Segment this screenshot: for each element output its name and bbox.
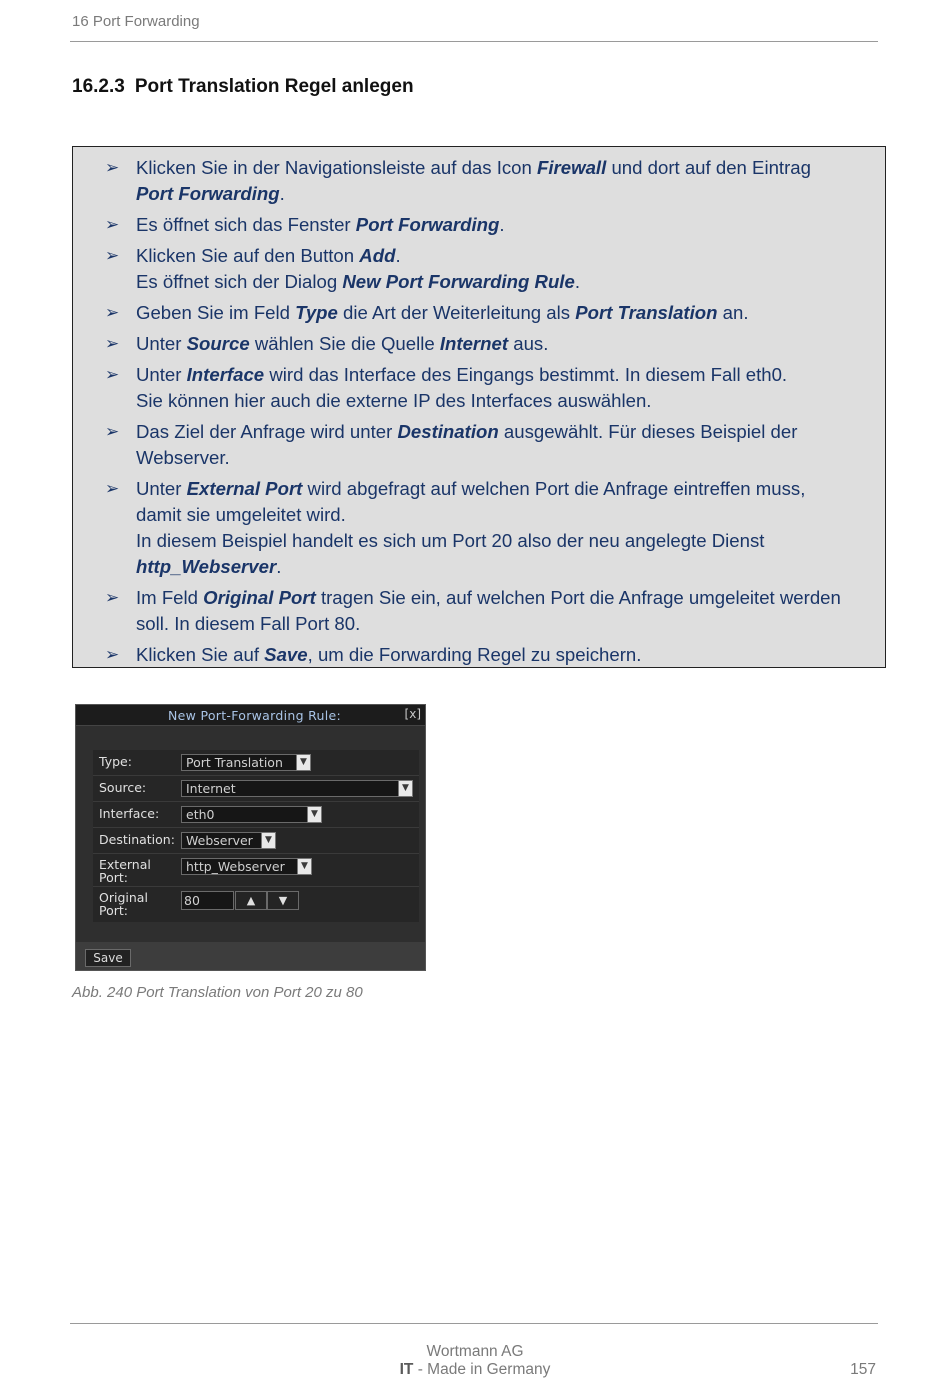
dialog-title: New Port-Forwarding Rule:	[168, 708, 342, 723]
arrow-bullet-icon: ➢	[105, 645, 120, 664]
interface-value: eth0	[186, 807, 215, 822]
external-port-select[interactable]	[181, 858, 312, 875]
increment-icon[interactable]: ▲	[235, 891, 267, 910]
source-dropdown-icon[interactable]: ▼	[398, 780, 413, 797]
arrow-bullet-icon: ➢	[105, 588, 120, 607]
arrow-bullet-icon: ➢	[105, 246, 120, 265]
source-select[interactable]	[181, 780, 413, 797]
dialog-titlebar	[76, 705, 425, 726]
header-rule	[70, 41, 878, 42]
original-port-row	[93, 886, 419, 922]
running-header: 16 Port Forwarding	[72, 13, 200, 30]
instruction-step: ➢ Unter External Port wird abgefragt auf welchen Port die Anfrage eintreffen muss, damit sie umgeleitet wird. In diesem Beispiel handelt es sich um Port 20 also der neu angelegte Dienst http_Webserver.	[105, 478, 806, 577]
interface-select[interactable]	[181, 806, 322, 823]
section-number: 16.2.3	[72, 76, 125, 97]
arrow-bullet-icon: ➢	[105, 158, 120, 177]
footer-tagline	[0, 1361, 950, 1379]
type-row	[93, 750, 419, 776]
arrow-bullet-icon: ➢	[105, 303, 120, 322]
arrow-bullet-icon: ➢	[105, 479, 120, 498]
section-title-text: Port Translation Regel anlegen	[134, 76, 414, 97]
page-number: 157	[850, 1361, 876, 1378]
destination-row	[93, 827, 419, 854]
instruction-step: ➢ Unter Interface wird das Interface des Eingangs bestimmt. In diesem Fall eth0. Sie können hier auch die externe IP des Interfaces auswählen.	[105, 364, 788, 411]
section-title	[72, 76, 414, 98]
dialog-footer	[76, 942, 425, 970]
destination-dropdown-icon[interactable]: ▼	[261, 832, 276, 849]
footer-company: Wortmann AG	[426, 1343, 524, 1360]
destination-label: Destination:	[99, 832, 175, 847]
footer-tag-bold: IT	[399, 1361, 414, 1378]
destination-select[interactable]	[181, 832, 276, 849]
external-port-label: External Port:	[99, 857, 151, 885]
source-value: Internet	[186, 781, 236, 796]
footer-rule	[70, 1323, 878, 1324]
external-port-value: http_Webserver	[186, 859, 285, 874]
arrow-bullet-icon: ➢	[105, 365, 120, 384]
interface-row	[93, 801, 419, 828]
type-select[interactable]	[181, 754, 311, 771]
instruction-step: ➢ Geben Sie im Feld Type die Art der Weiterleitung als Port Translation an.	[73, 300, 875, 326]
source-label: Source:	[99, 780, 147, 795]
instruction-step: ➢ Es öffnet sich das Fenster Port Forwarding.	[73, 212, 875, 238]
original-port-input[interactable]: 80	[181, 891, 234, 910]
external-port-row	[93, 853, 419, 887]
type-dropdown-icon[interactable]: ▼	[296, 754, 311, 771]
decrement-icon[interactable]: ▼	[267, 891, 299, 910]
interface-label: Interface:	[99, 806, 160, 821]
dialog-close-button[interactable]: [x]	[404, 707, 421, 721]
instruction-step: ➢ Im Feld Original Port tragen Sie ein, auf welchen Port die Anfrage umgeleitet werden soll. In diesem Fall Port 80.	[105, 587, 841, 634]
new-port-forwarding-rule-dialog	[75, 704, 426, 971]
arrow-bullet-icon: ➢	[105, 215, 120, 234]
original-port-label: Original Port:	[99, 890, 148, 918]
destination-value: Webserver	[186, 833, 253, 848]
type-value: Port Translation	[186, 755, 283, 770]
instruction-step: ➢ Das Ziel der Anfrage wird unter Destination ausgewählt. Für dieses Beispiel der Webserver.	[105, 421, 798, 468]
instruction-step: ➢ Unter Source wählen Sie die Quelle Internet aus.	[73, 331, 875, 357]
instruction-step: ➢ Klicken Sie auf den Button Add. Es öffnet sich der Dialog New Port Forwarding Rule.	[105, 245, 580, 292]
instruction-list	[73, 147, 885, 668]
arrow-bullet-icon: ➢	[105, 422, 120, 441]
dialog-form-panel	[93, 750, 419, 922]
save-button[interactable]: Save	[85, 949, 131, 967]
source-row	[93, 775, 419, 802]
figure-caption: Abb. 240 Port Translation von Port 20 zu 80	[72, 984, 363, 1001]
footer-tag-rest: - Made in Germany	[413, 1361, 551, 1378]
instruction-step: ➢ Klicken Sie auf Save, um die Forwarding Regel zu speichern.	[73, 642, 875, 668]
external-port-dropdown-icon[interactable]: ▼	[297, 858, 312, 875]
arrow-bullet-icon: ➢	[105, 334, 120, 353]
interface-dropdown-icon[interactable]: ▼	[307, 806, 322, 823]
instruction-step: ➢ Klicken Sie in der Navigationsleiste auf das Icon Firewall und dort auf den Eintrag Port Forwarding.	[105, 157, 811, 204]
type-label: Type:	[99, 754, 132, 769]
instructions-box	[72, 146, 886, 668]
